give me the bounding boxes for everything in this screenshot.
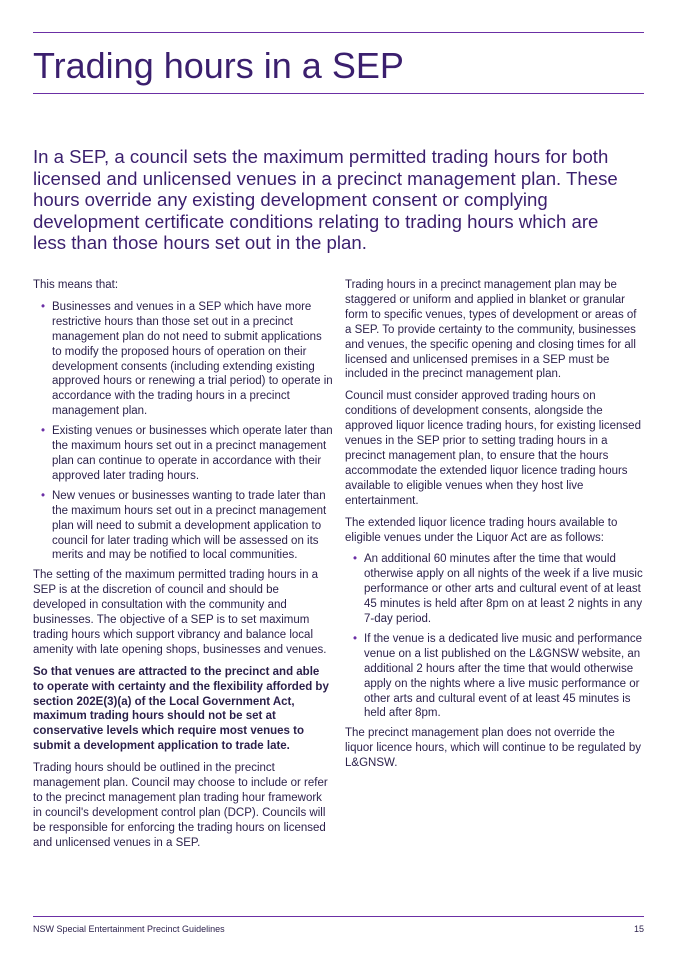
footer-title: NSW Special Entertainment Precinct Guidelines (33, 924, 225, 934)
right-column (345, 278, 645, 778)
intro-text: This means that: (33, 279, 119, 291)
paragraph: Trading hours should be outlined in the precinct management plan. Council may choose to include or refer to the precinct management plan trading hour framework in council's development control plan (DCP). Councils will be responsible for enforcing the trading hours on licensed and unlicensed venues in a SEP. (33, 762, 328, 849)
paragraph: Council must consider approved trading hours on conditions of development consents, alongside the approved liquor licence trading hours, for existing licensed venues in the SEP prior to setting trading hours in a precinct management plan, to ensure that the hours accommodate the extended liquor licence trading hours available to eligible venues when they host live entertainment. (345, 390, 641, 507)
title-rule (33, 93, 644, 94)
paragraph: Trading hours in a precinct management plan may be staggered or uniform and applied in blanket or granular form to specific venues, types of development or areas of a SEP. To provide certainty to the community, businesses and venues, the specific opening and closing times for all licensed and unlicensed premises in a SEP must be included in the precinct management plan. (345, 279, 637, 381)
page-number: 15 (633, 924, 644, 934)
bold-paragraph: So that venues are attracted to the precinct and able to operate with certainty and the flexibility afforded by section 202E(3)(a) of the Local Government Act, maximum trading hours should not be set at conservative levels which require most venues to submit a development application to trade late. (33, 665, 329, 753)
footer-rule (33, 916, 644, 917)
right-bullet-list (345, 552, 645, 721)
top-rule (33, 32, 644, 33)
left-bullet-list (33, 300, 333, 563)
paragraph: The extended liquor licence trading hours available to eligible venues under the Liquor Act are as follows: (345, 516, 618, 544)
page-title: Trading hours in a SEP (33, 45, 404, 86)
list-item: • Existing venues or businesses which operate later than the maximum hours set out in a precinct management plan can continue to operate in accordance with their approved later trading hours. (33, 424, 333, 484)
list-item: • New venues or businesses wanting to trade later than the maximum hours set out in a precinct management plan will need to submit a development application to council for later trading which will be assessed on its merits and may be notified to local communities. (33, 489, 333, 564)
paragraph: The setting of the maximum permitted trading hours in a SEP is at the discretion of council and should be developed in consultation with the community and businesses. The objective of a SEP is to set maximum trading hours which support vibrancy and balance local amenity with late opening shops, businesses and venues. (33, 569, 327, 656)
list-item: • Businesses and venues in a SEP which have more restrictive hours than those set out in a precinct management plan do not need to submit applications to modify the proposed hours of operation on their development consents (including extending existing approved hours or renewing a trial period) to operate in accordance with the trading hours in a precinct management plan. (33, 300, 333, 419)
left-column (33, 278, 333, 858)
list-item: • If the venue is a dedicated live music and performance venue on a list published on the L&GNSW website, an additional 2 hours after the time that would otherwise apply on the nights where a live music performance or other arts and cultural event of at least 45 minutes is held after 8pm. (345, 632, 645, 721)
paragraph: The precinct management plan does not override the liquor licence hours, which will continue to be regulated by L&GNSW. (345, 727, 641, 770)
list-item: • An additional 60 minutes after the time that would otherwise apply on all nights of the week if a live music performance or other arts and cultural event of at least 45 minutes is held after 8pm on at least 2 nights in any 7-day period. (345, 552, 645, 627)
lead-paragraph: In a SEP, a council sets the maximum permitted trading hours for both licensed and unlicensed venues in a precinct management plan. These hours override any existing development consent or complying development certificate conditions relating to trading hours which are less than those hours set out in the plan. (33, 146, 618, 254)
